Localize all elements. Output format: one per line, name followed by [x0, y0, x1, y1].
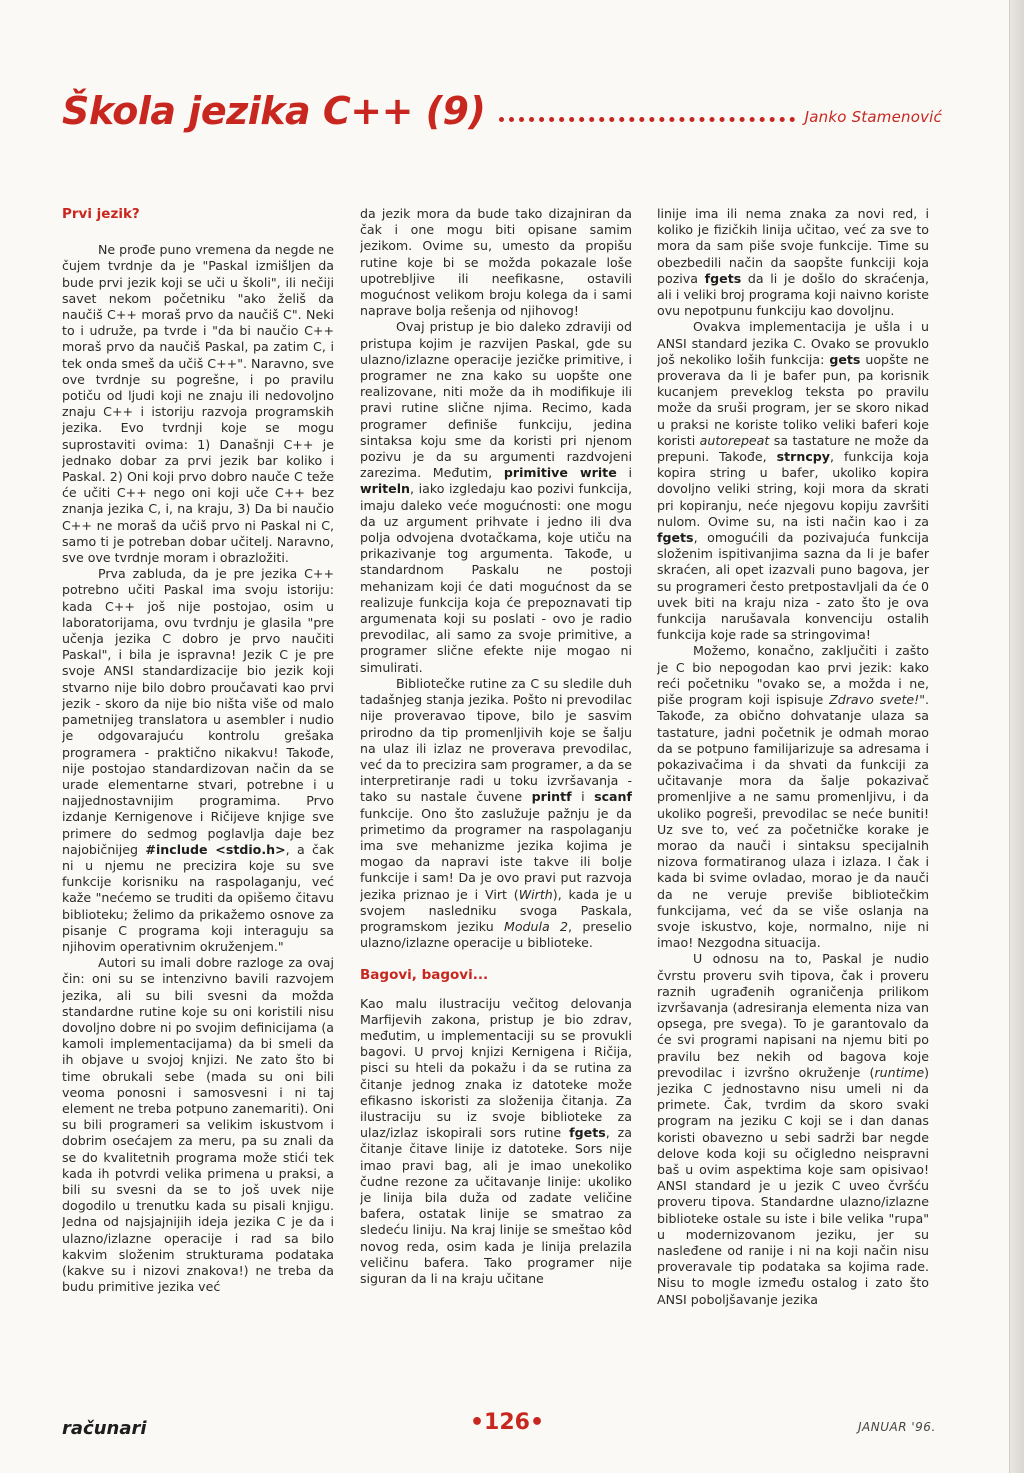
magazine-name: računari — [62, 1418, 147, 1439]
code-include: #include <stdio.h> — [145, 841, 286, 857]
page-edge — [1009, 0, 1024, 1473]
paragraph: da jezik mora da bude tako dizajniran da čak i one mogu biti opisane samim jezikom. Ovime su, umesto da propišu rutine koje bi se možda pokazale loše upotrebljive ili neefikasne, ostavili mogućnost velikom broju kolega da i sami naprave bolja rešenja od njihovog! — [360, 206, 632, 319]
code-scanf: scanf — [594, 789, 632, 805]
column-1 — [62, 206, 334, 1356]
code-gets: gets — [829, 351, 861, 367]
section-heading-prvi-jezik: Prvi jezik? — [62, 206, 140, 222]
paragraph: U odnosu na to, Paskal je nudio čvrstu proveru svih tipova, čak i proveru raznih ugrađenih ograničenja prilikom izvršavanja (adresiranja elementa niza van opsega, pre svega). To je garantovalo da će svi programi napisani na njemu biti po pravilu bez nekih od bagova koje prevodilac i izvršno okruženje (runtime) jezika C jednostavno nisu umeli ni da primete. Čak, tvrdim da skoro svaki program na jeziku C koji se i dan danas koristi obavezno u sebi sadrži bar negde delove koda koji su očigledno neispravni baš u ovim aspektima koje sam opisivao! ANSI standard je u jezik C uveo čvršću proveru tipova. Standardne ulazno/izlazne biblioteke ostale su iste i bile velika "rupa" u modernizovanom jeziku, jer su nasleđene od ranije i ni na koji način nisu proveravale tip podataka sa kojima rade. Nisu to mogle između ostalog i zato što ANSI poboljšavanje jezika — [657, 951, 929, 1307]
paragraph: Ovaj pristup je bio daleko zdraviji od pristupa kojim je razvijen Paskal, gde su ulazno/izlazne operacije jezičke primitive, i programer ne zna kako su uopšte one realizovane, niti može da ih modifikuje ili pravi rutine slične njima. Recimo, kada programer definiše funkciju, jedina sintaksa koju sme da koristi pri njenom pozivu je da su argumenti razdvojeni zarezima. Međutim, primitive write i writeln, iako izgledaju kao pozivi funkcija, imaju daleko veće mogućnosti: one mogu da uz argument prihvate i jedno ili dva polja odvojena dvotačkama, koje utiču na prikazivanje tog argumenta. Takođe, u standardnom Paskalu ne postoji mehanizam koji će dati mogućnost da se realizuje funkcija koja će prepoznavati tip argumenata koji su poslati - ovo je radio prevodilac, ali samo za svoje primitive, a programer slične efekte nije mogao ni simulirati. — [360, 319, 632, 675]
code-writeln: writeln — [360, 481, 411, 497]
code-fgets: fgets — [704, 270, 742, 286]
article-title: Škola jezika C++ (9) — [62, 89, 486, 133]
paragraph: linije ima ili nema znaka za novi red, i koliko je fizičkih linija učitao, već za sve to mora da sam piše svoje funkcije. Time su obezbedili način da saopšte funkciji koja poziva fgets da li je došlo do skraćenja, ali i veliki broj programa koji naivno koriste ovu nepotpunu funkciju kao dovoljnu. — [657, 206, 929, 319]
code-fgets: fgets — [657, 530, 694, 546]
column-3 — [657, 206, 929, 1356]
code-printf: printf — [531, 789, 572, 805]
article-author: Janko Stamenović — [804, 108, 942, 126]
paragraph: Autori su imali dobre razloge za ovaj čin: oni su se intenzivno bavili razvojem jezika, ali su bili svesni da možda standardne rutine koje su oni koristili nisu dovoljno dobre ni po svojim definicijama (a kamoli implementacijama) da bi smeli da ih objave u svojoj knjizi. Ne zato što bi time obrukali sebe (mada su oni bili veoma ponosni i samosvesni i ni taj element ne treba potpuno zanemariti). Oni su bili programeri sa velikim iskustvom i dobrim osećajem za meru, pa su znali da se do kvalitetnih programa može stići tek kada ih potvrdi velika primena u praksi, a bili su svesni da se to još uvek nije dogodilo u trenutku kada su pisali knjigu. Jedna od najsjajnijih ideja jezika C je da i ulazno/izlazne operacije i rad sa bilo kakvim složenim strukturama podataka (kakve su i nizovi znakova!) ne treba da budu primitive jezika već — [62, 955, 334, 1295]
title-dot-leader — [499, 117, 794, 122]
paragraph: Kao malu ilustraciju večitog delovanja Marfijevih zakona, pristup je bio zdrav, međutim, u implementaciji su se provukli bagovi. U prvoj knjizi Kernigena i Ričija, pisci su hteli da pokažu i da se rutina za čitanje jednog znaka iz datoteke može efikasno iskoristi za složenija čitanja. Za ilustraciju su iz svoje biblioteke za ulaz/izlaz iskopirali sors rutine fgets, za čitanje čitave linije iz datoteke. Sors nije imao pravi bag, ali je imao unekoliko čudne rezone za učitavanje linije: ukoliko je linija bila duža od zadate veličine bafera, ostatak linije se smatrao za sledeću liniju. Na kraj linije se smeštao kôd novog reda, osim kada je linija prelazila veličinu bafera. Tako programer nije siguran da li na kraju učitane — [360, 995, 632, 1286]
article-header — [62, 70, 942, 133]
page-number: •126• — [470, 1410, 545, 1435]
paragraph: Bibliotečke rutine za C su sledile duh tadašnjeg stanja jezika. Pošto ni prevodilac nije proveravao tipove, bilo je sasvim prirodno da tip promenljivih koje se šalju na ulaz ili izlaz ne proverava prevodilac, već da to precizira sam programer, a da se interpretiranje radi u toku izvršavanja - tako su nastale čuvene printf i scanf funkcije. Ono što zaslužuje pažnju je da primetimo da programer na raspolaganju ima sve mehanizme jezika kojima je mogao da napravi iste takve ili bolje funkcije i sam! Da je ovo pravi put razvoja jezika priznao je i Virt (Wirth), kada je u svojem nasledniku svoga Paskala, programskom jeziku Modula 2, preselio ulazno/izlazne operacije u biblioteke. — [360, 675, 632, 951]
paragraph: Ovakva implementacija je ušla i u ANSI standard jezika C. Ovako se provuklo još nekoliko loših funkcija: gets uopšte ne proverava da li je bafer pun, pa korisnik kucanjem preveklog teksta po pravilu može da sruši program, jer se skoro nikad u praksi ne koriste toliko veliki baferi koje koristi autorepeat sa tastature ne može da prepuni. Takođe, strncpy, funkcija koja kopira string u bafer, ukoliko kopira dovoljno veliki string, koji mora da skrati pri kopiranju, neće njegovu kopiju završiti nulom. Ovime su, na isti način kao i za fgets, omogućili da pozivajuća funkcija složenim ispitivanjima sazna da li je bafer skraćen, ali opet izazvali puno bagova, jer su programeri često pretpostavljali da će 0 uvek biti na kraju niza - zato što je ova funkcija narušavala konvenciju ostalih funkcija koje rade sa stringovima! — [657, 319, 929, 643]
code-strncpy: strncpy — [776, 449, 831, 465]
code-fgets: fgets — [569, 1125, 606, 1141]
paragraph: Ne prođe puno vremena da negde ne čujem tvrdnje da je "Paskal izmišljen da bude prvi jezik koji se uči u školi", ili nečiji savet nekom početniku "ako želiš da naučiš C++ moraš prvo da naučiš C". Neki to i udruže, pa tvrde i "da bi naučio C++ moraš prvo da naučiš Paskal, pa zatim C, i tek onda smeš da učiš C++". Naravno, sve ove tvrdnje su pogrešne, i po pravilu potiču od ljudi koji ne znaju ili nedovoljno znaju C++ i istoriju razvoja programskih jezika. Evo tvrdnji koje se mogu suprostaviti ovima: 1) Današnji C++ je jednako dobar za prvi jezik bar koliko i Paskal. 2) Oni koji prvo dobro nauče C teže će učiti C++ nego oni koji uče C++ bez znanja jezika C, i, na kraju, 3) Da bi naučio C++ ne moraš da učiš prvo ni Paskal ni C, samo ti je potreban dobar učitelj. Naravno, sve ove tvrdnje moram i obrazložiti. — [62, 242, 334, 566]
issue-date: JANUAR '96. — [858, 1420, 936, 1434]
column-2 — [360, 206, 632, 1356]
paragraph: Možemo, konačno, zaključiti i zašto je C bio nepogodan kao prvi jezik: kako reći početniku "ovako se, a možda i ne, piše program koji ispisuje Zdravo svete!". Takođe, za obično dohvatanje ulaza sa tastature, jadni početnik je odmah morao da se potpuno familijarizuje sa adresama i pokazivačima i da shvati da funkciji za učitavanje mora da šalje pokazivač promenljive a ne samu promenljivu, i da ukoliko pogreši, prevodilac se neće buniti! Uz sve to, već za početničke korake je morao da nauči i sintaksu specijalnih nizova formatiranog ulaza i izlaza. I čak i kada bi svime ovladao, morao je da nauči da ne veruje previše bibliotečkim funkcijama, već da se više oslanja na svoje iskustvo, koje, normalno, nije ni imao! Nezgodna situacija. — [657, 643, 929, 951]
code-write: primitive write — [503, 465, 617, 481]
section-heading-bagovi: Bagovi, bagovi... — [360, 967, 489, 984]
paragraph: Prva zabluda, da je pre jezika C++ potrebno učiti Paskal ima svoju istoriju: kada C++ još nije postojao, osim u laboratorijama, ovu tvrdnju je glasila "pre učenja jezika C dobro je prvo naučiti Paskal", i bila je ispravna! Jezik C je pre svoje ANSI standardizacije bio jezik koji stvarno nije bilo dobro proučavati kao prvi jezik - skoro da nije bio ništa više od malo pametnijeg translatora u asembler i nudio je odgovarajuću kontrolu grešaka programera - praktično nikakvu! Takođe, nije postojao standardizovan način da se urade elementarne stvari, potrebne i u najjednostavnijim programima. Prvo izdanje Kernigenove i Ričijeve knjige sve primere do sedmog poglavlja daje bez najobičnijeg #include <stdio.h>, a čak ni u njemu ne precizira koje su sve funkcije korisniku na raspolaganju, već kaže "nećemo se truditi da opišemo čitavu biblioteku; želimo da prikažemo osnove za pisanje C programa koji interaguju sa njihovim operativnim okruženjem." — [62, 566, 334, 954]
